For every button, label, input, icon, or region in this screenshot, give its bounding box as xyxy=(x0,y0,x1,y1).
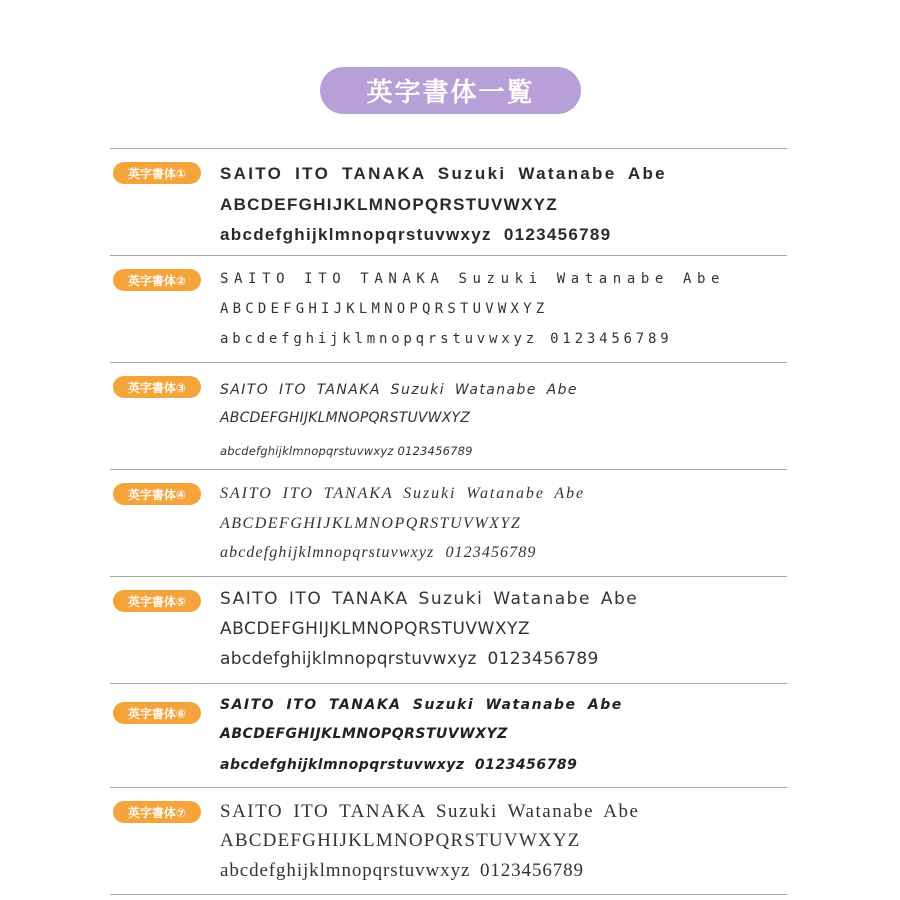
page-title: 英字書体一覧 xyxy=(320,67,581,114)
font-sample-row-7 xyxy=(0,787,900,894)
sample-names-line: SAITO ITO TANAKA Suzuki Watanabe Abe xyxy=(220,271,726,287)
font-sample-row-5 xyxy=(0,576,900,683)
sample-uppercase-line: ABCDEFGHIJKLMNOPQRSTUVWXYZ xyxy=(220,830,581,851)
font-sample-row-1 xyxy=(0,148,900,255)
sample-names-line: SAITO ITO TANAKA Suzuki Watanabe Abe xyxy=(220,697,623,713)
sample-uppercase-line: ABCDEFGHIJKLMNOPQRSTUVWXYZ xyxy=(220,195,558,214)
sample-lowercase-digits-line: abcdefghijklmnopqrstuvwxyz 0123456789 xyxy=(220,331,673,347)
sample-names-line: SAITO ITO TANAKA Suzuki Watanabe Abe xyxy=(220,485,586,502)
font-badge: 英字書体④ xyxy=(113,483,201,505)
sample-uppercase-line: ABCDEFGHIJKLMNOPQRSTUVWXYZ xyxy=(220,726,508,742)
font-sample-row-3 xyxy=(0,362,900,469)
sample-lowercase-digits-line: abcdefghijklmnopqrstuvwxyz 0123456789 xyxy=(220,544,537,561)
sample-names-line: SAITO ITO TANAKA Suzuki Watanabe Abe xyxy=(220,164,667,183)
sample-names-line: SAITO ITO TANAKA Suzuki Watanabe Abe xyxy=(220,801,640,822)
font-badge: 英字書体⑥ xyxy=(113,702,201,724)
font-badge: 英字書体② xyxy=(113,269,201,291)
font-sample-row-6 xyxy=(0,683,900,790)
sample-lowercase-digits-line: abcdefghijklmnopqrstuvwxyz 0123456789 xyxy=(220,649,599,669)
sample-uppercase-line: ABCDEFGHIJKLMNOPQRSTUVWXYZ xyxy=(220,515,522,532)
font-badge: 英字書体① xyxy=(113,162,201,184)
sample-lowercase-digits-line: abcdefghijklmnopqrstuvwxyz 0123456789 xyxy=(220,225,612,244)
divider-rule xyxy=(110,894,787,895)
sample-uppercase-line: ABCDEFGHIJKLMNOPQRSTUVWXYZ xyxy=(220,619,531,639)
font-badge: 英字書体⑦ xyxy=(113,801,201,823)
sample-names-line: SAITO ITO TANAKA Suzuki Watanabe Abe xyxy=(220,589,639,609)
font-sample-row-2 xyxy=(0,255,900,362)
sample-lowercase-digits-line: abcdefghijklmnopqrstuvwxyz 0123456789 xyxy=(220,444,473,458)
sample-names-line: SAITO ITO TANAKA Suzuki Watanabe Abe xyxy=(220,382,578,398)
font-sample-row-4 xyxy=(0,469,900,576)
font-badge: 英字書体⑤ xyxy=(113,590,201,612)
sample-uppercase-line: ABCDEFGHIJKLMNOPQRSTUVWXYZ xyxy=(220,410,471,426)
sample-lowercase-digits-line: abcdefghijklmnopqrstuvwxyz 0123456789 xyxy=(220,860,584,881)
font-badge: 英字書体③ xyxy=(113,376,201,398)
sample-lowercase-digits-line: abcdefghijklmnopqrstuvwxyz 0123456789 xyxy=(220,757,578,773)
sample-uppercase-line: ABCDEFGHIJKLMNOPQRSTUVWXYZ xyxy=(220,301,549,317)
